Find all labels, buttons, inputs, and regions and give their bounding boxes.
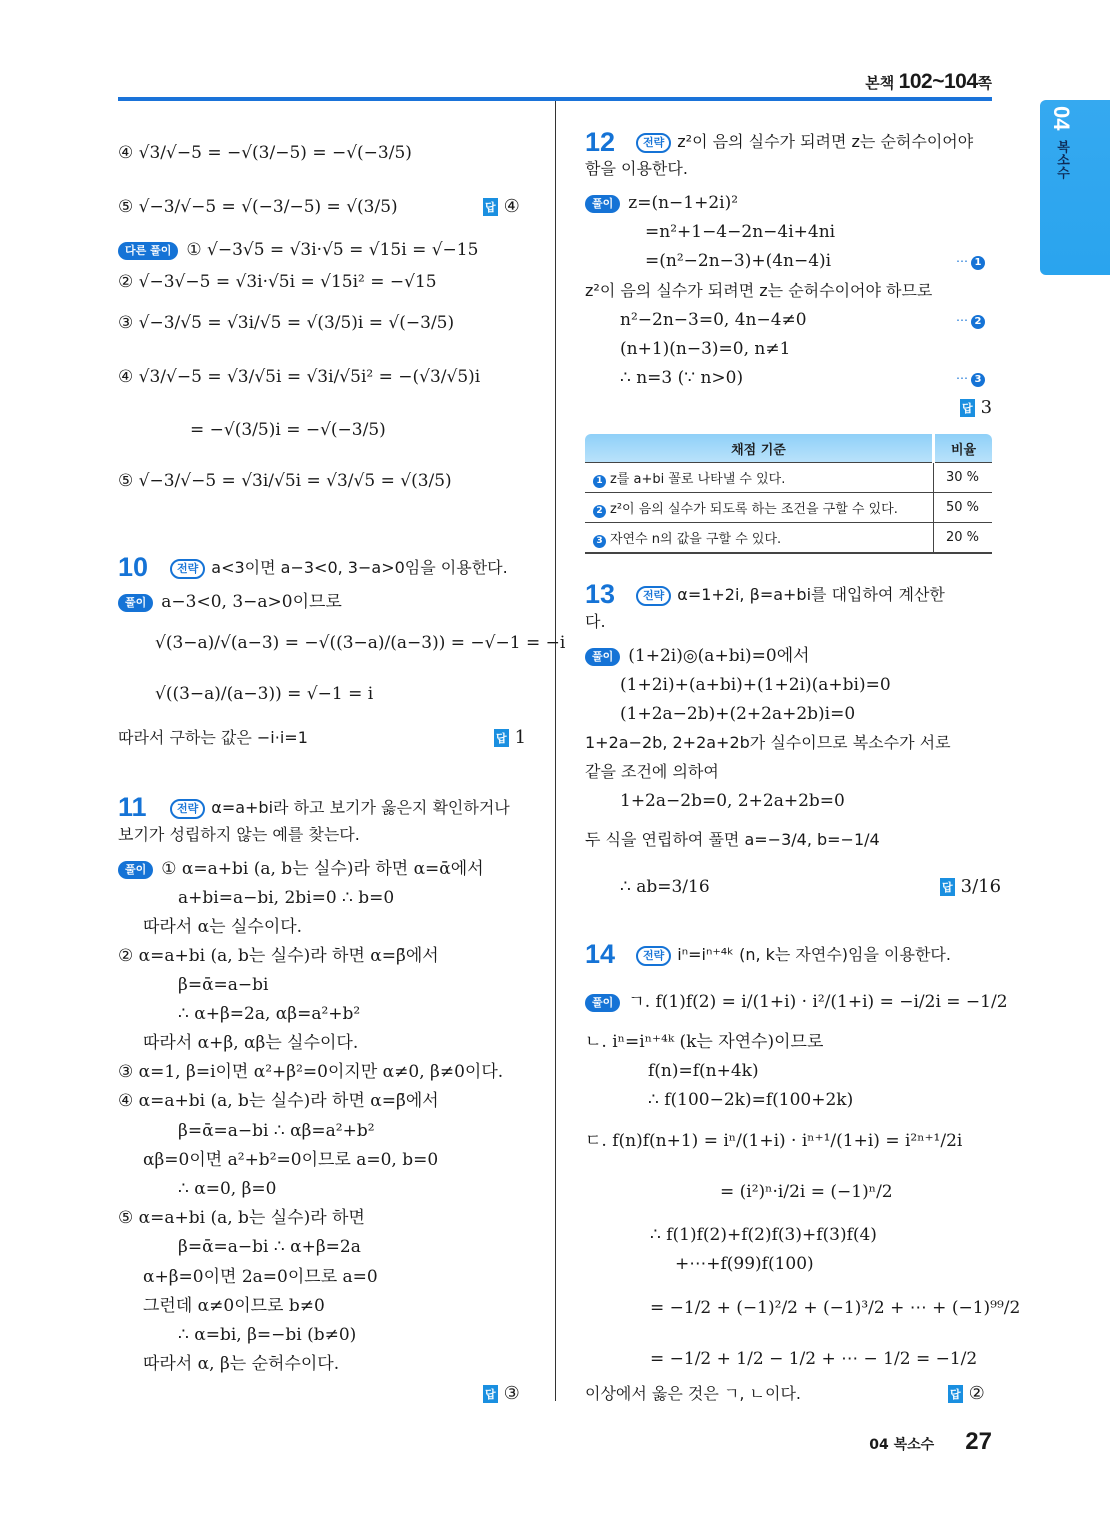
question-number: 10 — [118, 552, 149, 582]
q9-alt-line: = −√(3/5)i = −√(−3/5) — [190, 420, 386, 440]
table-header-ratio: 비율 — [934, 434, 993, 463]
question-number: 11 — [118, 792, 147, 822]
strategy-badge: 전략 — [636, 946, 671, 966]
solution-line: 풀이 ① α=a+bi (a, b는 실수)라 하면 α=ᾱ에서 — [118, 858, 484, 880]
strategy-line: 전략 iⁿ=iⁿ⁺⁴ᵏ (n, k는 자연수)임을 이용한다. — [636, 944, 951, 966]
solution-line: 풀이 a−3<0, 3−a>0이므로 — [118, 591, 342, 613]
solution-line: 따라서 α+β, αβ는 실수이다. — [143, 1033, 359, 1053]
strategy-line: 보기가 성립하지 않는 예를 찾는다. — [118, 825, 360, 844]
solution-line: z²이 음의 실수가 되려면 z는 순허수이어야 하므로 — [585, 281, 933, 300]
q9-alt-line: 다른 풀이 ① √−3√5 = √3i·√5 = √15i = √−15 — [118, 239, 478, 261]
step-number-icon: 1 — [593, 475, 606, 488]
solution-line: 1+2a−2b=0, 2+2a+2b=0 — [620, 791, 845, 811]
answer-icon: 답 — [940, 878, 955, 896]
q9-answer: 답 ④ — [485, 196, 520, 217]
solution-line: 풀이 (1+2i)◎(a+bi)=0에서 — [585, 645, 810, 667]
strategy-line: 전략 α=1+2i, β=a+bi를 대입하여 계산한 — [636, 584, 945, 606]
solution-line: ∴ f(1)f(2)+f(2)f(3)+f(3)f(4) — [650, 1225, 877, 1245]
answer-icon: 답 — [494, 729, 509, 747]
chapter-label: 복소수 — [1054, 140, 1069, 179]
solution-badge: 풀이 — [585, 994, 620, 1012]
solution-line: αβ=0이면 a²+b²=0이므로 a=0, b=0 — [143, 1150, 439, 1170]
header-prefix: 본책 — [865, 75, 895, 92]
question-number: 14 — [585, 939, 616, 969]
step-marker-1: ⋯ 1 — [956, 254, 985, 270]
solution-line: √((3−a)/(a−3)) = √−1 = i — [155, 684, 374, 704]
q9-alt-line: ④ √3/√−5 = √3/√5i = √3i/√5i² = −(√3/√5)i — [118, 367, 481, 387]
solution-line: n²−2n−3=0, 4n−4≠0 — [620, 310, 807, 330]
page-footer — [869, 1428, 992, 1456]
strategy-badge: 전략 — [170, 799, 205, 819]
solution-line: 풀이 ㄱ. f(1)f(2) = i/(1+i) · i²/(1+i) = −i/2i = −1/2 — [585, 991, 1008, 1013]
solution-line: ② α=a+bi (a, b는 실수)라 하면 α=β̄에서 — [118, 946, 439, 966]
strategy-line: 전략 z²이 음의 실수가 되려면 z는 순허수이어야 — [636, 131, 973, 153]
strategy-line: 다. — [585, 612, 606, 631]
table-row: 1 z를 a+bi 꼴로 나타낼 수 있다. 30 % — [585, 463, 992, 493]
solution-line: 그런데 α≠0이므로 b≠0 — [143, 1296, 325, 1316]
answer-icon: 답 — [483, 198, 498, 216]
solution-line: 따라서 α는 실수이다. — [143, 917, 303, 937]
page-header — [118, 70, 992, 96]
chapter-number: 04 — [1049, 106, 1074, 131]
step-marker-3: ⋯ 3 — [956, 371, 985, 387]
header-suffix: 쪽 — [977, 75, 992, 92]
q11-answer: 답 ③ — [485, 1383, 520, 1404]
strategy-badge: 전략 — [636, 133, 671, 153]
step-number-icon: 2 — [593, 505, 606, 518]
solution-line: ③ α=1, β=i이면 α²+β²=0이지만 α≠0, β≠0이다. — [118, 1062, 504, 1082]
solution-line: ㄴ. iⁿ=iⁿ⁺⁴ᵏ (k는 자연수)이므로 — [585, 1032, 824, 1052]
solution-badge: 풀이 — [118, 861, 153, 879]
strategy-line: 함을 이용한다. — [585, 159, 688, 178]
q9-alt-line: ⑤ √−3/√−5 = √3i/√5i = √3/√5 = √(3/5) — [118, 471, 452, 491]
solution-line: (n+1)(n−3)=0, n≠1 — [620, 339, 791, 359]
solution-line: =n²+1−4−2n−4i+4ni — [645, 222, 836, 242]
question-number: 13 — [585, 579, 616, 609]
grading-criteria-table — [585, 434, 992, 554]
solution-line: α+β=0이면 2a=0이므로 a=0 — [143, 1267, 378, 1287]
step-number-icon: 3 — [593, 535, 606, 548]
q9-alt-line: ③ √−3/√5 = √3i/√5 = √(3/5)i = √(−3/5) — [118, 313, 455, 333]
solution-line: ㄷ. f(n)f(n+1) = iⁿ/(1+i) · iⁿ⁺¹/(1+i) = i²ⁿ⁺¹/2i — [585, 1131, 963, 1151]
solution-line: β=ᾱ=a−bi — [178, 975, 269, 995]
question-number: 12 — [585, 127, 616, 157]
answer-icon: 답 — [948, 1385, 963, 1403]
solution-badge: 풀이 — [585, 195, 620, 213]
solution-line: 1+2a−2b, 2+2a+2b가 실수이므로 복소수가 서로 — [585, 733, 951, 752]
solution-line: (1+2a−2b)+(2+2a+2b)i=0 — [620, 704, 856, 724]
solution-line: ∴ ab=3/16 — [620, 877, 710, 897]
solution-line: a+bi=a−bi, 2bi=0 ∴ b=0 — [178, 888, 395, 908]
solution-line: 따라서 α, β는 순허수이다. — [143, 1354, 340, 1374]
q12-answer: 답 3 — [962, 397, 993, 418]
solution-line: =(n²−2n−3)+(4n−4)i — [645, 251, 832, 271]
q10-answer: 답 1 — [496, 727, 527, 748]
solution-line: β=ᾱ=a−bi ∴ α+β=2a — [178, 1237, 361, 1257]
solution-line: 두 식을 연립하여 풀면 a=−3/4, b=−1/4 — [585, 830, 880, 849]
table-header-criterion: 채점 기준 — [585, 434, 934, 463]
solution-line: 풀이 z=(n−1+2i)² — [585, 192, 738, 214]
solution-line: (1+2i)+(a+bi)+(1+2i)(a+bi)=0 — [620, 675, 891, 695]
strategy-badge: 전략 — [636, 586, 671, 606]
solution-line: √(3−a)/√(a−3) = −√((3−a)/(a−3)) = −√−1 = −i — [155, 633, 566, 653]
solution-line: ∴ f(100−2k)=f(100+2k) — [648, 1090, 854, 1110]
solution-line: ∴ n=3 (∵ n>0) — [620, 368, 744, 388]
solution-line: ④ α=a+bi (a, b는 실수)라 하면 α=β̄에서 — [118, 1091, 439, 1111]
solution-badge: 풀이 — [118, 594, 153, 612]
step-number-icon: 2 — [971, 315, 985, 329]
header-page-range: 102~104 — [898, 70, 978, 93]
strategy-badge: 전략 — [170, 559, 205, 579]
step-number-icon: 3 — [971, 373, 985, 387]
solution-line: = −1/2 + 1/2 − 1/2 + ⋯ − 1/2 = −1/2 — [650, 1349, 978, 1369]
solution-line: = (i²)ⁿ·i/2i = (−1)ⁿ/2 — [720, 1182, 893, 1202]
solution-line: ∴ α+β=2a, αβ=a²+b² — [178, 1004, 361, 1024]
solution-line: β=ᾱ=a−bi ∴ αβ=a²+b² — [178, 1121, 375, 1141]
footer-chapter: 04 복소수 — [869, 1437, 935, 1453]
solution-line: 같을 조건에 의하여 — [585, 762, 719, 781]
solution-line: +⋯+f(99)f(100) — [675, 1254, 814, 1274]
page-number: 27 — [965, 1428, 992, 1455]
chapter-side-tab[interactable] — [1040, 100, 1110, 275]
solution-line: ⑤ α=a+bi (a, b는 실수)라 하면 — [118, 1208, 365, 1228]
solution-line: 따라서 구하는 값은 −i·i=1 — [118, 728, 308, 747]
q9-line: ⑤ √−3/√−5 = √(−3/−5) = √(3/5) — [118, 197, 398, 217]
answer-icon: 답 — [483, 1385, 498, 1403]
solution-line: 이상에서 옳은 것은 ㄱ, ㄴ이다. — [585, 1384, 801, 1403]
q14-answer: 답 ② — [950, 1383, 985, 1404]
step-marker-2: ⋯ 2 — [956, 313, 985, 329]
table-row: 3 자연수 n의 값을 구할 수 있다. 20 % — [585, 523, 992, 554]
q9-alt-line: ② √−3√−5 = √3i·√5i = √15i² = −√15 — [118, 272, 437, 292]
solution-line: ∴ α=0, β=0 — [178, 1179, 277, 1199]
strategy-line: 전략 a<3이면 a−3<0, 3−a>0임을 이용한다. — [170, 557, 508, 579]
column-divider — [555, 101, 556, 1401]
q13-answer: 답 3/16 — [942, 876, 1002, 897]
solution-line: f(n)=f(n+4k) — [648, 1061, 759, 1081]
table-row: 2 z²이 음의 실수가 되도록 하는 조건을 구할 수 있다. 50 % — [585, 493, 992, 523]
solution-line: ∴ α=bi, β=−bi (b≠0) — [178, 1325, 357, 1345]
solution-line: = −1/2 + (−1)²/2 + (−1)³/2 + ⋯ + (−1)⁹⁹/2 — [650, 1298, 1021, 1318]
step-number-icon: 1 — [971, 256, 985, 270]
answer-icon: 답 — [960, 399, 975, 417]
solution-badge: 풀이 — [585, 648, 620, 666]
alt-solution-badge: 다른 풀이 — [118, 242, 178, 260]
strategy-line: 전략 α=a+bi라 하고 보기가 옳은지 확인하거나 — [170, 797, 510, 819]
q9-line: ④ √3/√−5 = −√(3/−5) = −√(−3/5) — [118, 143, 412, 163]
